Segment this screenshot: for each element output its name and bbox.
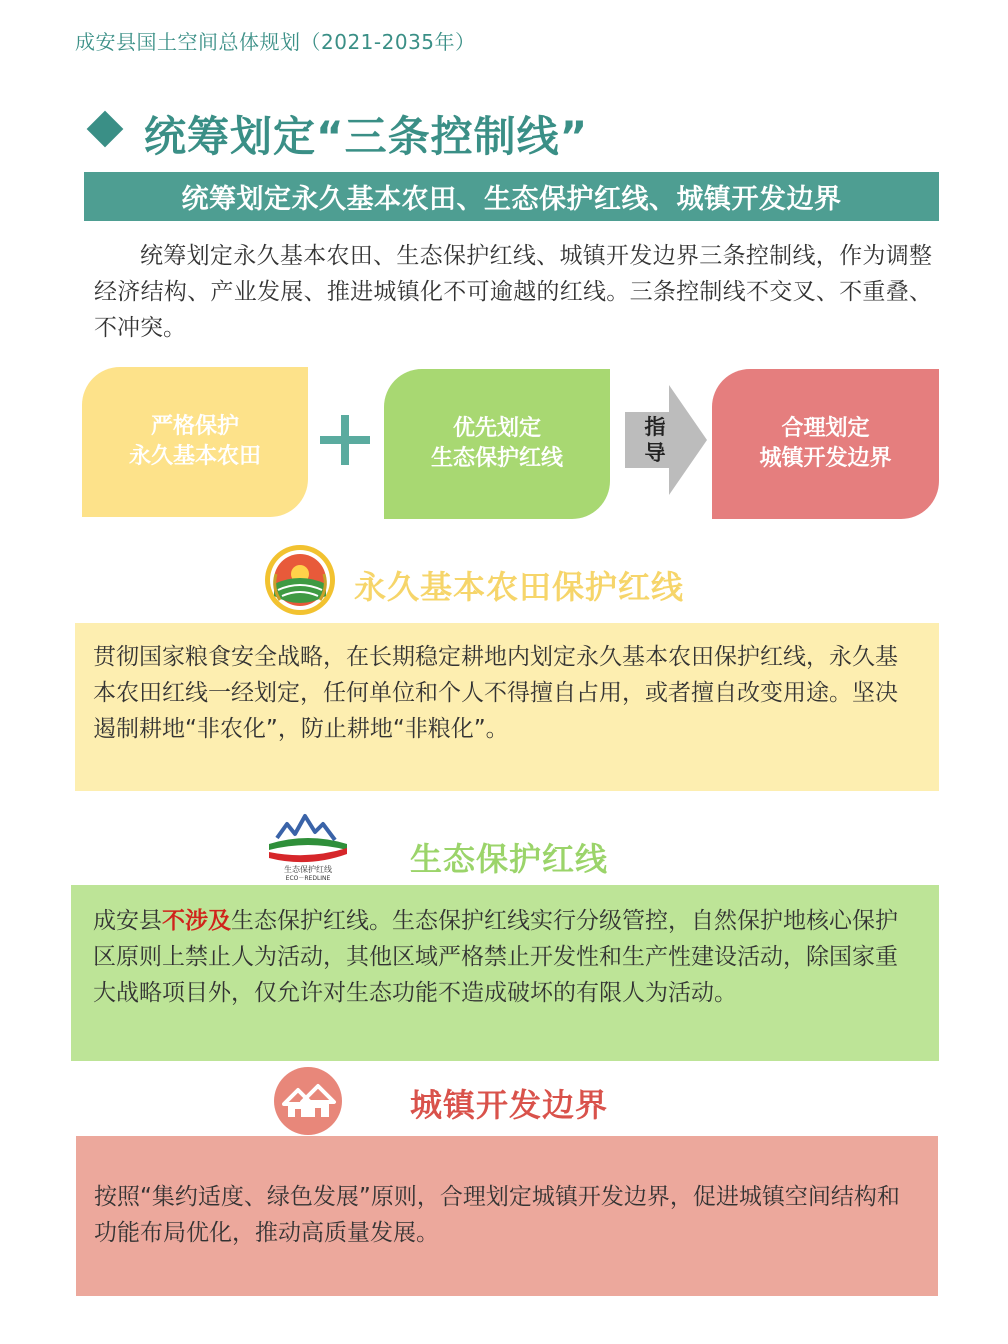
flow-box-eco-line2: 生态保护红线: [430, 446, 563, 471]
eco-section-title: 生态保护红线: [410, 840, 609, 878]
eco-logo-en: ECO－REDLINE: [285, 875, 331, 882]
flow-box-urban-line1: 合理划定: [781, 416, 870, 441]
eco-redline-logo-icon: [265, 810, 351, 882]
guide-arrow-char2: 导: [644, 441, 666, 465]
farmland-panel: [75, 623, 939, 791]
document-header: 成安县国土空间总体规划（2021-2035年）: [75, 30, 476, 54]
flow-box-urban: [712, 369, 939, 519]
flow-box-eco-line1: 优先划定: [452, 416, 541, 441]
urban-section-title: 城镇开发边界: [410, 1086, 609, 1124]
urban-panel: [76, 1136, 938, 1296]
urban-panel-text: 按照“集约适度、绿色发展”原则，合理划定城镇开发边界，促进城镇空间结构和功能布局优化，推动高质量发展。: [94, 1184, 900, 1246]
subtitle-bar: [84, 172, 939, 221]
eco-panel-prefix: 成安县: [93, 908, 162, 934]
guide-arrow-label: [640, 414, 670, 466]
farmland-section-title: 永久基本农田保护红线: [354, 568, 685, 606]
flow-box-urban-line2: 城镇开发边界: [759, 446, 892, 471]
flow-box-farmland: [82, 367, 308, 517]
diamond-bullet-icon: [87, 111, 124, 148]
farmland-protection-badge-icon: [264, 544, 336, 616]
eco-panel-text: 生态保护红线。生态保护红线实行分级管控，自然保护地核心保护区原则上禁止人为活动，其他区域严格禁止开发性和生产性建设活动，除国家重大战略项目外，仅允许对生态功能不造成破坏的有限人为活动。: [93, 908, 898, 1006]
flow-box-farmland-line1: 严格保护: [150, 414, 239, 439]
eco-logo-cn: 生态保护红线: [284, 865, 332, 874]
farmland-panel-text: 贯彻国家粮食安全战略，在长期稳定耕地内划定永久基本农田保护红线，永久基本农田红线一经划定，任何单位和个人不得擅自占用，或者擅自改变用途。坚决遏制耕地“非农化”，防止耕地“非粮化”。: [93, 644, 898, 742]
houses-icon: [272, 1066, 344, 1136]
flow-box-eco: [384, 369, 610, 519]
flow-box-farmland-line2: 永久基本农田: [128, 444, 261, 469]
eco-panel-highlight: 不涉及: [162, 908, 231, 934]
subtitle-text: 统筹划定永久基本农田、生态保护红线、城镇开发边界: [181, 184, 842, 215]
page-title: 统筹划定“三条控制线”: [144, 112, 589, 161]
intro-paragraph: 统筹划定永久基本农田、生态保护红线、城镇开发边界三条控制线，作为调整经济结构、产业发展、推进城镇化不可逾越的红线。三条控制线不交叉、不重叠、不冲突。: [94, 243, 932, 341]
guide-arrow-char1: 指: [644, 415, 666, 439]
eco-panel: [71, 885, 939, 1061]
plus-icon: [341, 415, 349, 465]
